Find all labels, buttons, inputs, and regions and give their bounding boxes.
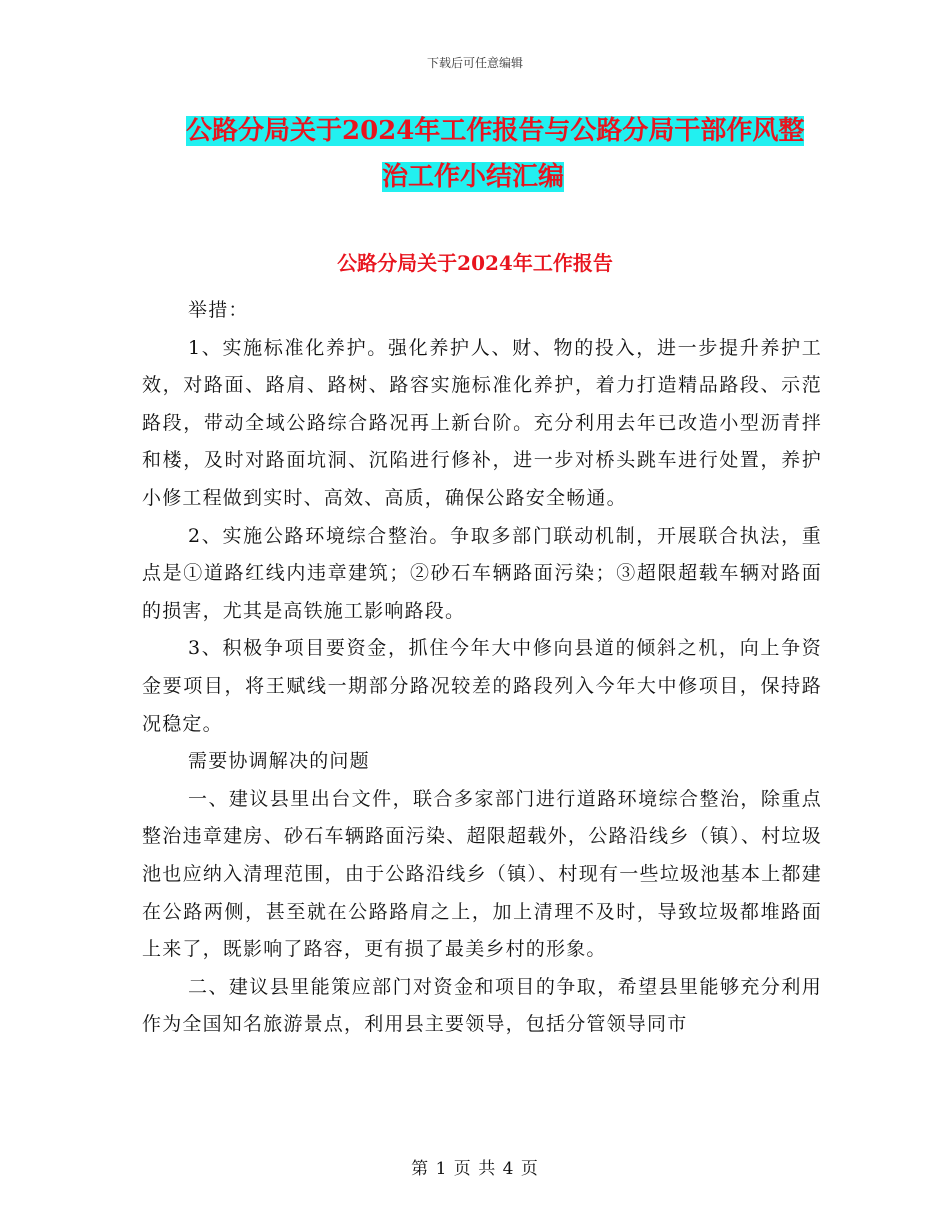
paragraph: 举措： (188, 299, 249, 321)
body-text (142, 292, 822, 1044)
page-footer: 第 1 页 共 4 页 (411, 1159, 539, 1179)
paragraph: 2、实施公路环境综合整治。争取多部门联动机制，开展联合执法，重点是①道路红线内违章建筑；②砂石车辆路面污染；③超限超载车辆对路面的损害，尤其是高铁施工影响路段。 (142, 524, 822, 622)
paragraph: 需要协调解决的问题 (188, 750, 370, 773)
paragraph: 3、积极争项目要资金，抓住今年大中修向县道的倾斜之机，向上争资金要项目，将王赋线一期部分路况较差的路段列入今年大中修项目，保持路况稳定。 (142, 637, 822, 735)
header-note: 下载后可任意编辑 (426, 56, 523, 70)
section-title: 公路分局关于2024年工作报告 (337, 251, 613, 275)
paragraph: 二、建议县里能策应部门对资金和项目的争取，希望县里能够充分利用作为全国知名旅游景点，利用县主要领导，包括分管领导同市 (142, 975, 822, 1036)
title-line-2: 治工作小结汇编 (382, 162, 565, 192)
paragraph: 1、实施标准化养护。强化养护人、财、物的投入，进一步提升养护工效，对路面、路肩、路树、路容实施标准化养护，着力打造精品路段、示范路段，带动全域公路综合路况再上新台阶。充分利用去年已改造小型沥青拌和楼，及时对路面坑洞、沉陷进行修补，进一步对桥头跳车进行处置，养护小修工程做到实时、高效、高质，确保公路安全畅通。 (142, 336, 822, 509)
document-title (186, 108, 816, 200)
title-line-1: 公路分局关于2024年工作报告与公路分局干部作风整 (186, 116, 805, 146)
paragraph: 一、建议县里出台文件，联合多家部门进行道路环境综合整治，除重点整治违章建房、砂石车辆路面污染、超限超载外，公路沿线乡（镇）、村垃圾池也应纳入清理范围，由于公路沿线乡（镇）、村现有一些垃圾池基本上都建在公路两侧，甚至就在公路路肩之上，加上清理不及时，导致垃圾都堆路面上来了，既影响了路容，更有损了最美乡村的形象。 (142, 787, 822, 961)
